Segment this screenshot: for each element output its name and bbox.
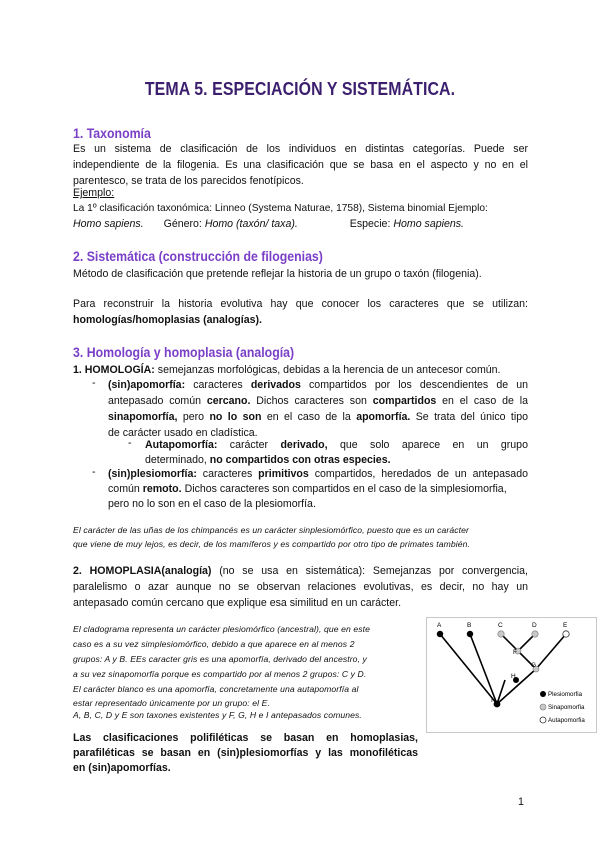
node-label: F xyxy=(513,649,517,656)
ple-line-1 xyxy=(108,466,528,482)
clad-caption-3: grupos: A y B. EEs caracter gris es una apomorfía, derivado del ancestro, y xyxy=(73,654,367,664)
branch-d xyxy=(518,634,535,651)
legend-label: Sinapomorfia xyxy=(548,704,585,711)
ple-line-2 xyxy=(108,481,507,497)
apo-line-4: de carácter usado en cladística. xyxy=(108,427,258,439)
clad-caption-4: a su vez sinapomorfía porque es compartido por al menos 2 grupos: C y D. xyxy=(73,669,367,679)
taxon-label: A xyxy=(437,622,442,629)
apo-text: caracteres xyxy=(193,379,243,391)
example-genero-value: Homo (taxón/ taxa). xyxy=(204,218,298,230)
homoplasia-line-1 xyxy=(73,563,528,579)
apo-bold: apomorfía. xyxy=(356,411,411,423)
legend-plesio-marker xyxy=(540,691,546,697)
s1-line-2: independiente de la filogenia. Es una clasificación que se basa en el aspecto y no en el xyxy=(73,159,528,171)
auto-text: que solo aparece en un grupo xyxy=(339,439,528,451)
cladogram-figure xyxy=(426,617,597,733)
apo-line-2 xyxy=(108,393,528,409)
section-2-heading: 2. Sistemática (construcción de filogenias) xyxy=(73,248,323,264)
auto-bold: derivado, xyxy=(280,439,328,451)
auto-term: Autapomorfía: xyxy=(145,439,218,451)
closing-line-2: parafiléticas se basan en (sin)plesiomorfías y las monofiléticas xyxy=(73,747,418,759)
apo-text: Se trata del único tipo xyxy=(415,411,528,423)
apo-text: compartidos por los descendientes de un xyxy=(309,379,528,391)
apo-bold: derivados xyxy=(250,379,301,391)
example-label: Ejemplo: xyxy=(73,187,115,199)
closing-line-3: en (sin)apomorfías. xyxy=(73,762,171,774)
s2-line-1: Método de clasificación que pretende reflejar la historia de un grupo o taxón (filogenia). xyxy=(73,268,482,280)
ple-text: compartidos, heredados de un antepasado xyxy=(314,468,528,480)
homologia-text: semejanzas morfológicas, debidas a la herencia de un antecesor común. xyxy=(157,364,501,376)
apo-text: en el caso de la xyxy=(442,395,528,407)
apo-line-3 xyxy=(108,409,528,425)
apo-bold: compartidos xyxy=(372,395,437,407)
ple-bold: primitivos xyxy=(258,468,309,480)
branch-e xyxy=(536,634,566,669)
apo-term: (sin)apomorfía: xyxy=(108,379,186,391)
apo-bold: no lo son xyxy=(209,411,262,423)
homologia-line xyxy=(73,362,501,378)
clad-caption-2: caso es a su vez simplesiomórfico, debido a que aparece en al menos 2 xyxy=(73,639,355,649)
homoplasia-text: (no se usa en sistemática): Semejanzas por convergencia, xyxy=(219,565,528,577)
branch-b xyxy=(470,634,497,704)
node-label: H xyxy=(511,673,516,680)
example-line: La 1º clasificación taxonómica: Linneo (Systema Naturae, 1758), Sistema binomial Ejemplo: xyxy=(73,203,488,214)
legend-label: Autapomorfia xyxy=(548,717,585,724)
clad-caption-6: estar representado únicamente por un grupo: el E. xyxy=(73,698,270,708)
taxon-label: C xyxy=(498,622,503,629)
node-label: G xyxy=(531,662,537,669)
clad-caption-1: El cladograma representa un carácter plesiomórfico (ancestral), que en este xyxy=(73,624,370,634)
taxon-b-marker xyxy=(467,631,473,637)
example-species-line xyxy=(73,216,464,232)
apo-text: antepasado común xyxy=(108,395,202,407)
ple-text: caracteres xyxy=(202,468,253,480)
section-1-heading: 1. Taxonomía xyxy=(73,125,151,141)
legend-label: Plesiomorfia xyxy=(548,691,583,698)
apo-text: pero xyxy=(182,411,205,423)
taxon-d-marker xyxy=(532,631,538,637)
taxon-label: E xyxy=(563,622,568,629)
nail-example-line-2: que viene de muy lejos, es decir, de los mamíferos y es compartido por otro tipo de primates también. xyxy=(73,539,471,549)
homoplasia-label: 2. HOMOPLASIA(analogía) xyxy=(73,565,212,577)
clad-caption-7: A, B, C, D y E son taxones existentes y F, G, H e I antepasados comunes. xyxy=(73,710,362,720)
section-3-heading: 3. Homología y homoplasia (analogía) xyxy=(73,344,295,360)
ple-text: Dichos caracteres son compartidos en el caso de la simplesiomorfia, xyxy=(184,483,507,495)
closing-line-1: Las clasificaciones polifiléticas se basan en homoplasias, xyxy=(73,732,418,744)
auto-line-1 xyxy=(145,437,528,453)
taxon-e-marker xyxy=(563,631,569,637)
taxon-a-marker xyxy=(437,631,443,637)
node-label: I xyxy=(491,697,493,704)
s1-line-1: Es un sistema de clasificación de los individuos en distintas categorías. Puede ser xyxy=(73,143,528,155)
homologia-label: 1. HOMOLOGÍA: xyxy=(73,364,155,376)
apo-text: Dichos caracteres son xyxy=(256,395,367,407)
example-especie-value: Homo sapiens. xyxy=(393,218,465,230)
page-number: 1 xyxy=(518,796,524,808)
bullet-dash: - xyxy=(92,377,96,389)
node-i-marker xyxy=(494,701,501,708)
ple-text: común xyxy=(108,483,140,495)
bullet-dash: - xyxy=(128,437,132,449)
homoplasia-line-2: paralelismo o azar aunque no se observan relaciones evolutivas, es decir, no hay un xyxy=(73,581,528,593)
s1-line-3: parentesco, se trata de los parecidos fenotípicos. xyxy=(73,175,304,187)
s2-line-2: Para reconstruir la historia evolutiva hay que conocer los caracteres que se utilizan: xyxy=(73,298,528,310)
nail-example-line-1: El carácter de las uñas de los chimpancés es un carácter sinplesiomórfico, puesto que es un carácter xyxy=(73,525,469,535)
auto-text: carácter xyxy=(229,439,269,451)
legend-sinapo-marker xyxy=(540,704,546,710)
taxon-label: B xyxy=(467,622,472,629)
page-title: TEMA 5. ESPECIACIÓN Y SISTEMÁTICA. xyxy=(144,78,456,99)
taxon-c-marker xyxy=(498,631,504,637)
auto-text: determinado, xyxy=(145,454,207,466)
branch-a xyxy=(440,634,497,704)
bullet-dash: - xyxy=(92,466,96,478)
auto-bold: no compartidos con otras especies. xyxy=(209,454,391,466)
apo-bold: sinapomorfía, xyxy=(108,411,178,423)
legend-autapo-marker xyxy=(540,717,546,723)
legend xyxy=(540,691,585,724)
clad-caption-5: El carácter blanco es una apomorfía, concretamente una autapomorfía al xyxy=(73,684,359,694)
ple-bold: remoto. xyxy=(142,483,182,495)
apo-text: en el caso de la xyxy=(266,411,351,423)
homoplasia-line-3: antepasado común cercano que explique esa similitud en un carácter. xyxy=(73,597,402,609)
taxon-label: D xyxy=(532,622,537,629)
example-genero-label: Género: xyxy=(163,218,202,230)
example-homo: Homo sapiens. xyxy=(73,218,144,230)
example-especie-label: Especie: xyxy=(349,218,391,230)
ple-line-3: pero no lo son en el caso de la plesiomorfía. xyxy=(108,498,316,510)
ple-term: (sin)plesiomorfía: xyxy=(108,468,197,480)
apo-bold: cercano. xyxy=(206,395,251,407)
cladogram-svg xyxy=(427,618,596,732)
apo-line-1 xyxy=(108,377,528,393)
s2-line-3: homologías/homoplasias (analogías). xyxy=(73,314,262,326)
